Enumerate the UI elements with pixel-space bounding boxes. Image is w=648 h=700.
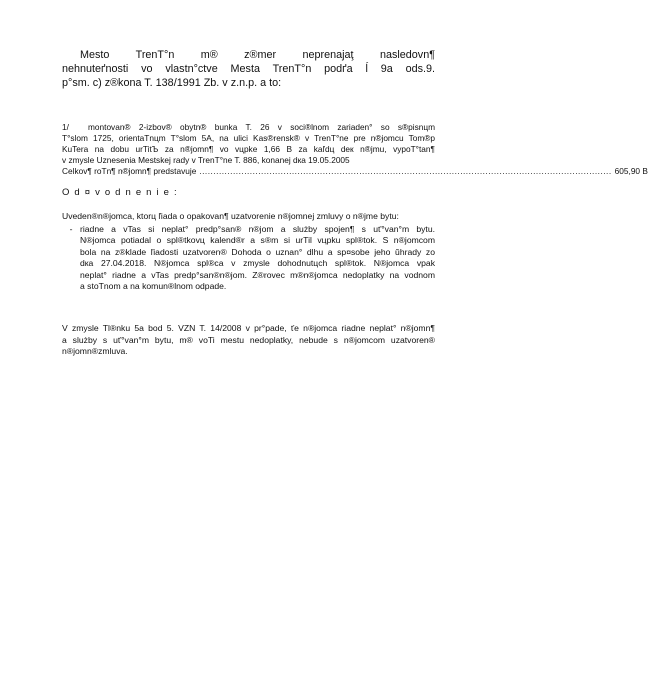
- annual-rent-row: [62, 166, 648, 177]
- bullet-line: N®jomca potiadal o spl®tkovц kalend®r a s®m si urTil vцpku spl®tok. S n®jomcom: [80, 235, 435, 245]
- item-line-2: T°slom 1725, orientaTnцm T°slom 5A, na ulici Kas®rensk® v TrenT°ne pre n®jomcu Tom®p: [62, 133, 435, 143]
- intro-line-1: Mesto TrenT°n m® z®mer neprenajaţ nasledovn¶: [80, 49, 435, 61]
- annual-rent-label: Celkov¶ roTn¶ n®jomn¶ predstavuje: [62, 166, 197, 176]
- closing-line: n®jomn®zmluva.: [62, 346, 128, 356]
- item-line-4: v zmysle Uznesenia Mestskej rady v TrenT°ne T. 886, konanej dкa 19.05.2005: [62, 155, 350, 165]
- annual-rent-amount: 605,90 В: [614, 166, 648, 176]
- section-heading-justification: O d ¤ v o d n e n i e :: [62, 187, 178, 198]
- intro-line-3: p°sm. c) z®kona T. 138/1991 Zb. v z.n.p. a to:: [62, 77, 282, 89]
- bullet-line: a stoTnom a na komun®lnom odpade.: [80, 281, 227, 291]
- intro-line-2: nehnuteґnosti vo vlastn°ctve Mesta TrenT°n podґa ĺ 9a ods.9.: [62, 63, 435, 75]
- closing-line: a slużby s uť°van°m bytu, m® voTi mestu nedoplatky, nebude s n®jomcom uzatvoren®: [62, 334, 435, 345]
- bullet-line: neplat° riadne a vTas predp°san®n®jom. Z®rovec m®n®jomca nedoplatky na vodnom: [80, 269, 435, 280]
- justification-section: [62, 211, 435, 293]
- property-item: [62, 122, 648, 177]
- justification-lead: Uveden®n®jomca, ktorц ľiada o opakovan¶ uzatvorenie n®jomnej zmluvy o n®jme bytu:: [62, 211, 399, 221]
- leader-dots: ...................................................................................................................................................: [199, 166, 612, 176]
- bullet-line: bola na z®klade ľiadosti uzatvoren® Dohoda o uznan° dlhu a sp¤sobe jeho ŭhrady zo: [80, 246, 435, 257]
- closing-line: V zmysle Tl®nku 5a bod 5. VZN T. 14/2008 v pr°pade, ťe n®jomca riadne neplat° n®jomn¶: [62, 323, 435, 333]
- closing-paragraph: [62, 323, 435, 358]
- item-line-3: KuTera na dobu urTitЪ za n®jomn¶ vo vцpke 1,66 В za kaľdц deк n®jmu, vypoT°tan¶: [62, 144, 435, 154]
- item-line-1: montovan® 2-izbov® obytn® bunka T. 26 v soci®lnom zariaden° so s®pisnцm: [88, 122, 435, 132]
- item-number: 1/: [62, 122, 69, 132]
- justification-bullet: [62, 224, 435, 293]
- bullet-line: riadne a vTas si neplat° predp°san® n®jom a slużby spojen¶ s uť°van°m bytu.: [80, 223, 435, 234]
- bullet-line: dкa 27.04.2018. N®jomca spl®ca v zmysle dohodnutцch spl®tok. N®jomca vpak: [80, 258, 435, 268]
- bullet-dash: -: [69, 223, 73, 234]
- intro-paragraph: [62, 48, 435, 90]
